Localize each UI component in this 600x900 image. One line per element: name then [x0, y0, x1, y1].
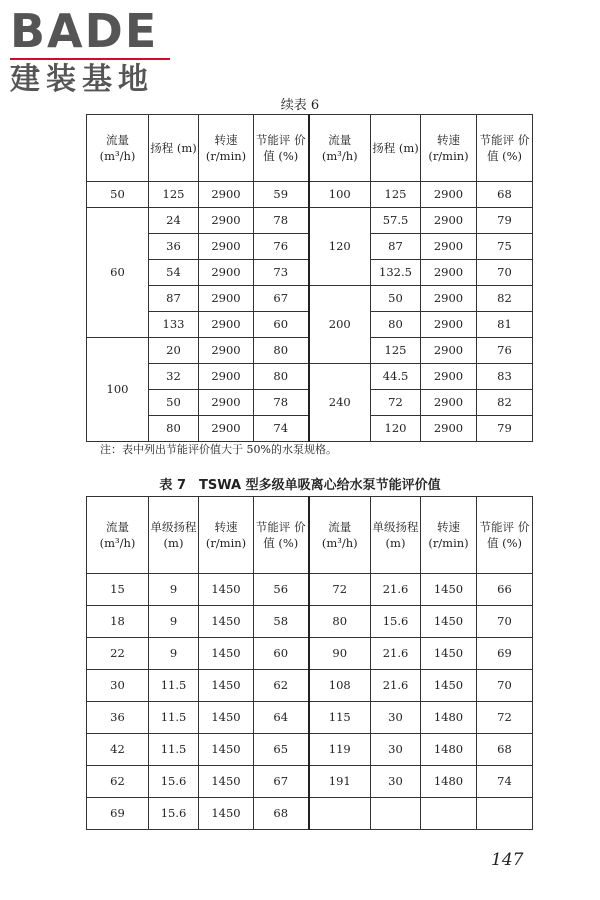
- bade-logo: [10, 6, 180, 100]
- head-cell: 50: [371, 286, 421, 312]
- efficiency-value-cell: 69: [477, 638, 533, 670]
- column-header: 流量 (m³/h): [87, 497, 149, 574]
- speed-cell: 2900: [421, 364, 477, 390]
- table-row: [87, 606, 533, 638]
- column-header: 流量 (m³/h): [309, 115, 371, 182]
- column-header: 转速 (r/min): [421, 115, 477, 182]
- stage-head-cell: 30: [371, 734, 421, 766]
- speed-cell: 2900: [199, 390, 254, 416]
- efficiency-value-cell: 66: [477, 574, 533, 606]
- efficiency-value-cell: 76: [254, 234, 309, 260]
- efficiency-value-cell: 70: [477, 670, 533, 702]
- speed-cell: 1480: [421, 734, 477, 766]
- stage-head-cell: [371, 798, 421, 830]
- table-row: [87, 638, 533, 670]
- column-header: 流量 (m³/h): [309, 497, 371, 574]
- column-header: 节能评 价值 (%): [477, 115, 533, 182]
- logo-text-cn: 建装基地: [10, 62, 154, 97]
- efficiency-value-cell: 70: [477, 606, 533, 638]
- efficiency-value-cell: 70: [477, 260, 533, 286]
- flow-cell: 50: [87, 182, 149, 208]
- table-row: [87, 734, 533, 766]
- flow-cell: 119: [309, 734, 371, 766]
- efficiency-value-cell: 82: [477, 286, 533, 312]
- speed-cell: 2900: [199, 364, 254, 390]
- stage-head-cell: 11.5: [149, 670, 199, 702]
- table-header-row: [87, 115, 533, 182]
- speed-cell: 1450: [199, 638, 254, 670]
- flow-cell: 191: [309, 766, 371, 798]
- efficiency-value-cell: 79: [477, 416, 533, 442]
- column-header: 节能评 价值 (%): [477, 497, 533, 574]
- stage-head-cell: 9: [149, 574, 199, 606]
- speed-cell: 1450: [199, 670, 254, 702]
- head-cell: 133: [149, 312, 199, 338]
- stage-head-cell: 9: [149, 638, 199, 670]
- table6-note: 注：表中列出节能评价值大于 50%的水泵规格。: [100, 443, 337, 456]
- table7: [86, 496, 533, 830]
- speed-cell: 1450: [199, 766, 254, 798]
- head-cell: 24: [149, 208, 199, 234]
- column-header: 扬程 (m): [149, 115, 199, 182]
- head-cell: 125: [371, 182, 421, 208]
- head-cell: 80: [371, 312, 421, 338]
- efficiency-value-cell: [477, 798, 533, 830]
- flow-cell: 30: [87, 670, 149, 702]
- efficiency-value-cell: 62: [254, 670, 309, 702]
- table-header-row: [87, 497, 533, 574]
- column-header: 流量 (m³/h): [87, 115, 149, 182]
- table-row: [87, 702, 533, 734]
- efficiency-value-cell: 74: [254, 416, 309, 442]
- column-header: 节能评 价值 (%): [254, 115, 309, 182]
- stage-head-cell: 15.6: [149, 798, 199, 830]
- flow-cell: [309, 798, 371, 830]
- flow-cell: 62: [87, 766, 149, 798]
- speed-cell: 2900: [421, 208, 477, 234]
- efficiency-value-cell: 81: [477, 312, 533, 338]
- stage-head-cell: 11.5: [149, 702, 199, 734]
- flow-cell: 108: [309, 670, 371, 702]
- head-cell: 125: [371, 338, 421, 364]
- efficiency-value-cell: 75: [477, 234, 533, 260]
- efficiency-value-cell: 79: [477, 208, 533, 234]
- efficiency-value-cell: 82: [477, 390, 533, 416]
- speed-cell: 2900: [421, 260, 477, 286]
- speed-cell: 1450: [421, 574, 477, 606]
- flow-cell: 240: [309, 364, 371, 442]
- head-cell: 50: [149, 390, 199, 416]
- flow-cell: 36: [87, 702, 149, 734]
- column-header: 扬程 (m): [371, 115, 421, 182]
- speed-cell: 1480: [421, 766, 477, 798]
- efficiency-value-cell: 68: [477, 182, 533, 208]
- table-row: [87, 670, 533, 702]
- flow-cell: 15: [87, 574, 149, 606]
- speed-cell: 2900: [421, 234, 477, 260]
- head-cell: 36: [149, 234, 199, 260]
- flow-cell: 80: [309, 606, 371, 638]
- table7-caption: 表 7 TSWA 型多级单吸离心给水泵节能评价值: [159, 478, 441, 493]
- flow-cell: 90: [309, 638, 371, 670]
- speed-cell: 2900: [199, 182, 254, 208]
- flow-cell: 120: [309, 208, 371, 286]
- efficiency-value-cell: 80: [254, 364, 309, 390]
- efficiency-value-cell: 58: [254, 606, 309, 638]
- speed-cell: 2900: [421, 390, 477, 416]
- stage-head-cell: 15.6: [149, 766, 199, 798]
- speed-cell: 2900: [199, 338, 254, 364]
- stage-head-cell: 30: [371, 702, 421, 734]
- table-row: [87, 286, 533, 312]
- speed-cell: 1450: [421, 670, 477, 702]
- speed-cell: 2900: [421, 338, 477, 364]
- table-row: [87, 574, 533, 606]
- efficiency-value-cell: 67: [254, 286, 309, 312]
- table-row: [87, 182, 533, 208]
- speed-cell: 1450: [199, 702, 254, 734]
- stage-head-cell: 21.6: [371, 574, 421, 606]
- flow-cell: 18: [87, 606, 149, 638]
- speed-cell: 1450: [199, 798, 254, 830]
- head-cell: 20: [149, 338, 199, 364]
- stage-head-cell: 30: [371, 766, 421, 798]
- table-row: [87, 364, 533, 390]
- speed-cell: 2900: [199, 416, 254, 442]
- flow-cell: 22: [87, 638, 149, 670]
- stage-head-cell: 21.6: [371, 670, 421, 702]
- column-header: 转速 (r/min): [199, 115, 254, 182]
- speed-cell: 2900: [199, 208, 254, 234]
- speed-cell: 1450: [421, 606, 477, 638]
- head-cell: 125: [149, 182, 199, 208]
- efficiency-value-cell: 78: [254, 208, 309, 234]
- head-cell: 132.5: [371, 260, 421, 286]
- speed-cell: 1450: [421, 638, 477, 670]
- efficiency-value-cell: 73: [254, 260, 309, 286]
- efficiency-value-cell: 60: [254, 312, 309, 338]
- speed-cell: 2900: [199, 286, 254, 312]
- stage-head-cell: 21.6: [371, 638, 421, 670]
- speed-cell: 2900: [199, 312, 254, 338]
- column-header: 节能评 价值 (%): [254, 497, 309, 574]
- stage-head-cell: 11.5: [149, 734, 199, 766]
- table-row: [87, 208, 533, 234]
- flow-cell: 60: [87, 208, 149, 338]
- logo-text-en: BADE: [10, 4, 159, 58]
- head-cell: 44.5: [371, 364, 421, 390]
- column-header: 转速 (r/min): [421, 497, 477, 574]
- column-header: 单级扬程 (m): [371, 497, 421, 574]
- column-header: 单级扬程 (m): [149, 497, 199, 574]
- efficiency-value-cell: 80: [254, 338, 309, 364]
- head-cell: 87: [149, 286, 199, 312]
- efficiency-value-cell: 76: [477, 338, 533, 364]
- speed-cell: 2900: [421, 182, 477, 208]
- efficiency-value-cell: 56: [254, 574, 309, 606]
- speed-cell: 1450: [199, 574, 254, 606]
- flow-cell: 42: [87, 734, 149, 766]
- efficiency-value-cell: 74: [477, 766, 533, 798]
- page-number: 147: [491, 850, 524, 870]
- efficiency-value-cell: 68: [477, 734, 533, 766]
- speed-cell: 2900: [421, 312, 477, 338]
- efficiency-value-cell: 65: [254, 734, 309, 766]
- efficiency-value-cell: 60: [254, 638, 309, 670]
- flow-cell: 100: [87, 338, 149, 442]
- table6: [86, 114, 533, 442]
- flow-cell: 115: [309, 702, 371, 734]
- efficiency-value-cell: 72: [477, 702, 533, 734]
- flow-cell: 100: [309, 182, 371, 208]
- efficiency-value-cell: 83: [477, 364, 533, 390]
- efficiency-value-cell: 78: [254, 390, 309, 416]
- table-row: [87, 798, 533, 830]
- head-cell: 54: [149, 260, 199, 286]
- speed-cell: 2900: [199, 234, 254, 260]
- efficiency-value-cell: 64: [254, 702, 309, 734]
- flow-cell: 69: [87, 798, 149, 830]
- stage-head-cell: 9: [149, 606, 199, 638]
- table-row: [87, 766, 533, 798]
- efficiency-value-cell: 67: [254, 766, 309, 798]
- speed-cell: 2900: [199, 260, 254, 286]
- flow-cell: 72: [309, 574, 371, 606]
- head-cell: 80: [149, 416, 199, 442]
- stage-head-cell: 15.6: [371, 606, 421, 638]
- column-header: 转速 (r/min): [199, 497, 254, 574]
- head-cell: 72: [371, 390, 421, 416]
- efficiency-value-cell: 59: [254, 182, 309, 208]
- efficiency-value-cell: 68: [254, 798, 309, 830]
- table6-caption: 续表 6: [280, 98, 320, 113]
- speed-cell: 1450: [199, 734, 254, 766]
- speed-cell: [421, 798, 477, 830]
- speed-cell: 1480: [421, 702, 477, 734]
- head-cell: 32: [149, 364, 199, 390]
- speed-cell: 2900: [421, 416, 477, 442]
- speed-cell: 1450: [199, 606, 254, 638]
- head-cell: 87: [371, 234, 421, 260]
- flow-cell: 200: [309, 286, 371, 364]
- head-cell: 57.5: [371, 208, 421, 234]
- head-cell: 120: [371, 416, 421, 442]
- speed-cell: 2900: [421, 286, 477, 312]
